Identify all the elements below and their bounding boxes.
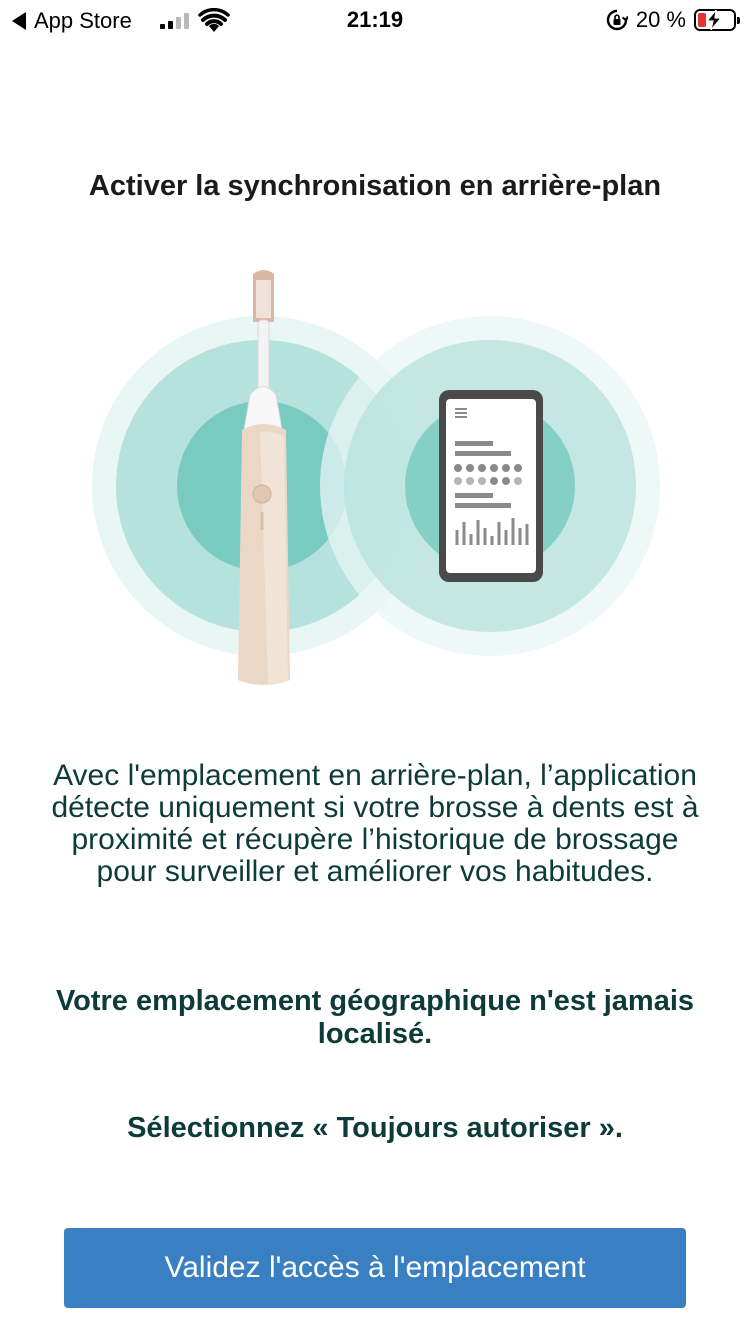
page-title: Activer la synchronisation en arrière-plan [88, 170, 662, 202]
privacy-note: Votre emplacement géographique n'est jamais localisé. [55, 985, 695, 1050]
validate-location-access-button[interactable]: Validez l'accès à l'emplacement [64, 1228, 686, 1308]
status-bar [0, 0, 750, 42]
charging-bolt-icon [705, 10, 723, 30]
back-label: App Store [34, 8, 132, 33]
instruction-text: Sélectionnez « Toujours autoriser ». [127, 1112, 623, 1144]
phone-icon [439, 390, 543, 582]
sync-illustration [0, 260, 750, 700]
description-text: Avec l'emplacement en arrière-plan, l’application détecte uniquement si votre brosse à dents est à proximité et récupère l’historique de brossage pour surveiller et améliorer vos habitudes. [51, 759, 699, 888]
battery-percent: 20 % [635, 7, 686, 32]
rotation-lock-icon [606, 9, 628, 31]
battery-icon [694, 9, 736, 31]
clock: 21:19 [346, 7, 404, 32]
